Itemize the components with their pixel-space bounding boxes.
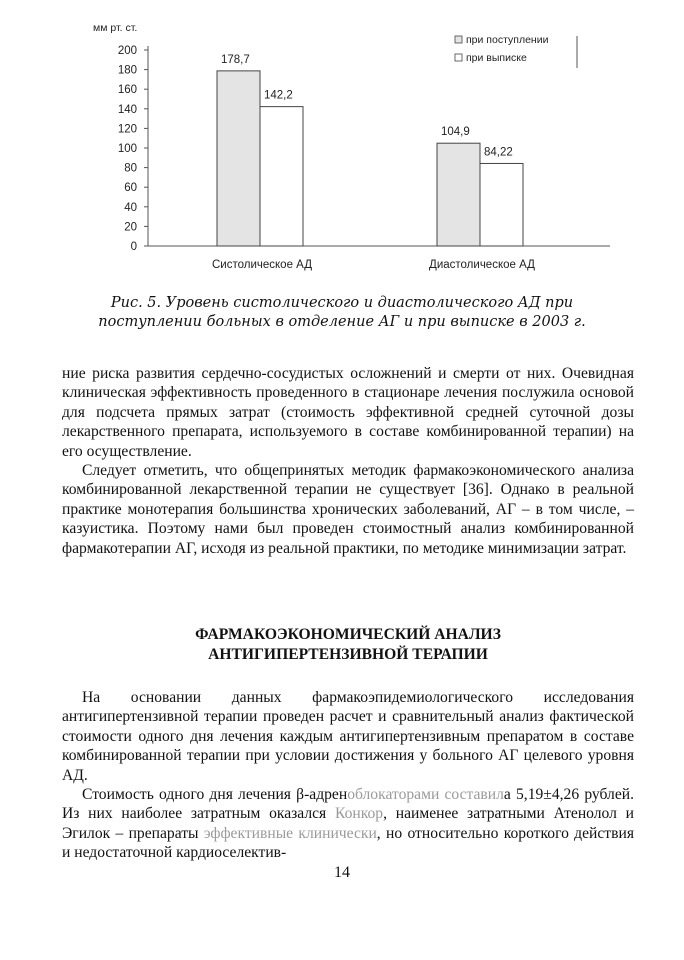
section-heading-line-2: АНТИГИПЕРТЕНЗИВНОЙ ТЕРАПИИ: [208, 645, 488, 663]
bar-chart: [0, 0, 684, 290]
y-tick-label: 100: [117, 143, 137, 155]
legend-swatch: [455, 36, 462, 43]
bar: [260, 107, 303, 246]
y-tick-label: 180: [117, 64, 137, 77]
x-category-label: Диастолическое АД: [429, 259, 535, 271]
section-heading-line-1: ФАРМАКОЭКОНОМИЧЕСКИЙ АНАЛИЗ: [195, 626, 501, 643]
bar: [217, 71, 260, 246]
bar: [480, 163, 523, 246]
section-heading: [62, 625, 634, 664]
bar-data-label: 104,9: [441, 126, 470, 139]
legend-swatch: [455, 54, 462, 61]
paragraph: Следует отметить, что общепринятых методик фармакоэкономического анализа комбинированной лекарственной терапии не существует [36]. Однако в реальной практике монотерапия большинства хронических заболеваний, АГ – в том числе, – казуистика. Поэтому нами был проведен стоимостный анализ комбинированной фармакотерапии АГ, исходя из реальной практики, по методике минимизации затрат.: [62, 462, 634, 557]
text-run: а 5,19±4,26 рублей. Из них наиболее затратным оказался: [62, 786, 634, 823]
paragraph: [62, 785, 634, 863]
y-tick-label: 80: [124, 162, 137, 175]
bar-data-label: 84,22: [484, 146, 513, 159]
page-number: 14: [334, 864, 350, 881]
y-tick-label: 200: [117, 45, 137, 57]
y-tick-label: 20: [124, 221, 137, 234]
x-category-label: Систолическое АД: [211, 259, 313, 271]
y-tick-label: 160: [117, 84, 137, 97]
bar-data-label: 178,7: [221, 53, 250, 66]
y-tick-label: 140: [117, 103, 137, 116]
text-run-faded: эффективные клинически: [203, 824, 377, 842]
figure-caption: [70, 294, 614, 332]
caption-line-1: Рис. 5. Уровень систолического и диастолического АД при: [110, 295, 574, 311]
text-run: Стоимость одного дня лечения β-адрен: [82, 786, 348, 804]
paragraph: На основании данных фармакоэпидемиологического исследования антигипертензивной терапии проведен расчет и сравнительный анализ фактической стоимости одного дня лечения каждым антигипертензивным препаратом в составе комбинированной терапии при условии достижения у больного АГ целевого уровня АД.: [62, 689, 634, 784]
y-tick-label: 60: [124, 182, 137, 195]
text-run-faded: Конкор: [334, 805, 384, 823]
text-run-faded: облокаторами составил: [347, 786, 504, 804]
bar-data-label: 142,2: [264, 89, 293, 102]
y-tick-label: 0: [130, 241, 137, 253]
paragraph: ние риска развития сердечно-сосудистых осложнений и смерти от них. Очевидная клиническая эффективность проведенного в стационаре лечения послужила основой для подсчета прямых затрат (стоимость эффективной средней суточной дозы лекарственного препарата, используемого в составе комбинированной терапии) на его осуществление.: [62, 365, 634, 460]
chart-canvas: [0, 0, 684, 290]
y-axis-label: мм рт. ст.: [93, 22, 138, 34]
body-text-block-2: [62, 688, 634, 863]
legend-label: при выписке: [466, 52, 527, 64]
y-tick-label: 120: [117, 123, 137, 136]
caption-line-2: поступлении больных в отделение АГ и при выписке в 2003 г.: [98, 314, 586, 330]
body-text-block-1: [62, 364, 634, 558]
legend-label: при поступлении: [466, 34, 549, 46]
text-run: , но относительно короткого действия и недостаточной кардиоселектив-: [62, 824, 634, 862]
text-run: , наименее затратными Атенолол и Эгилок – препараты: [62, 805, 634, 842]
bar: [437, 143, 480, 246]
y-tick-label: 40: [124, 201, 137, 214]
